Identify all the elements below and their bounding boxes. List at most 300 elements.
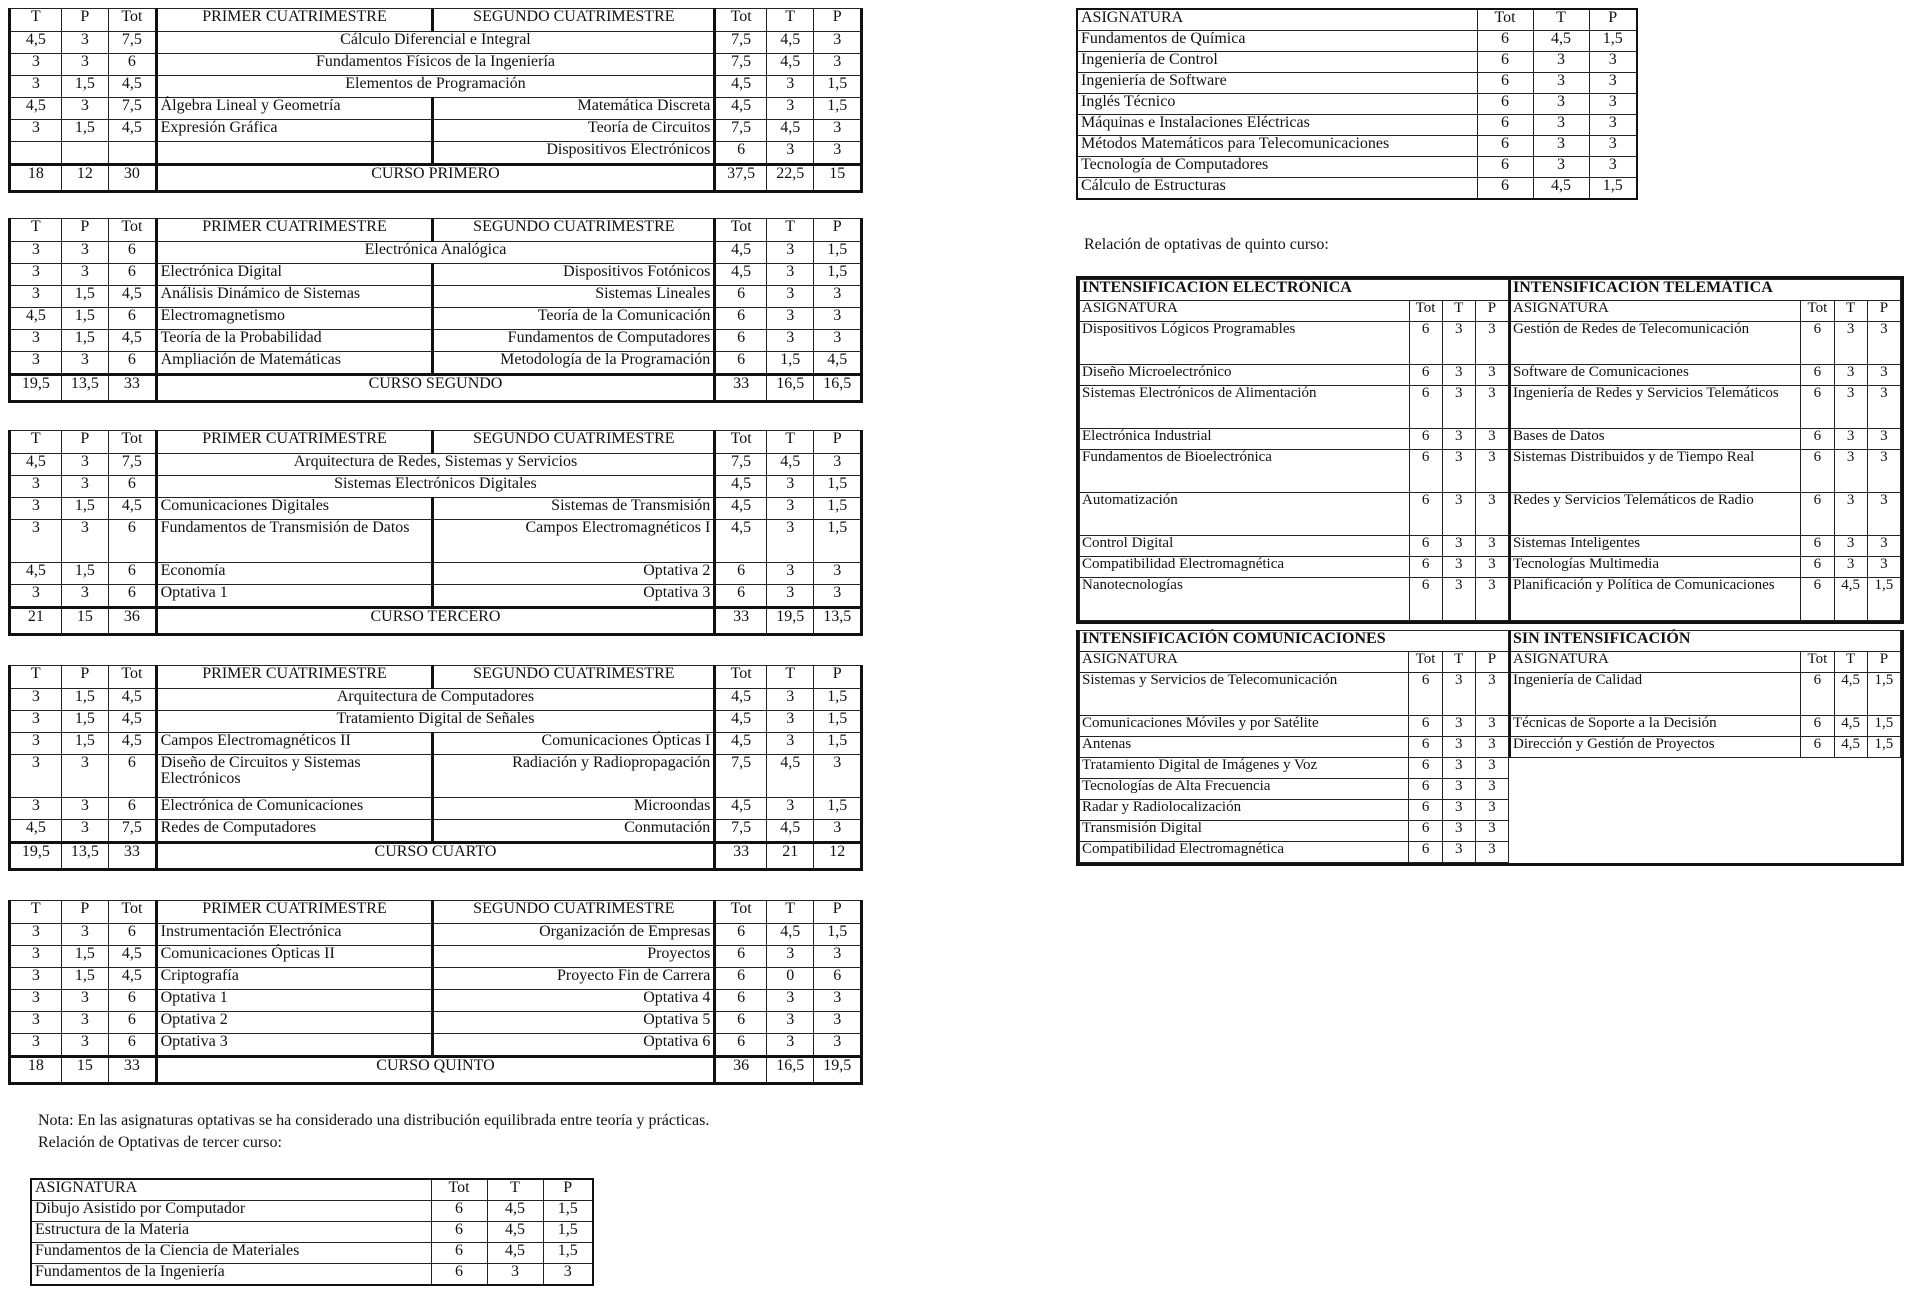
header-t: T bbox=[487, 1179, 543, 1201]
left-t: 3 bbox=[10, 689, 62, 711]
subject-tot: 6 bbox=[1477, 52, 1533, 73]
subject-t: 3 bbox=[1834, 386, 1867, 429]
total-right-tot: 33 bbox=[715, 375, 767, 402]
subject-second-term: Teoría de la Comunicación bbox=[433, 308, 715, 330]
header-t: T bbox=[1442, 652, 1475, 673]
right-p: 1,5 bbox=[814, 733, 862, 755]
subject-t: 3 bbox=[1533, 136, 1589, 157]
right-p: 1,5 bbox=[814, 798, 862, 820]
right-tot: 6 bbox=[715, 924, 767, 946]
subject-p: 3 bbox=[1475, 536, 1508, 557]
left-p: 1,5 bbox=[61, 498, 109, 520]
list-item bbox=[1080, 716, 1509, 737]
subject-t: 4,5 bbox=[487, 1222, 543, 1243]
header-p: P bbox=[1475, 301, 1508, 322]
subject-name: Fundamentos de Bioelectrónica bbox=[1080, 450, 1410, 493]
list-item bbox=[1080, 322, 1509, 365]
right-p: 3 bbox=[814, 946, 862, 968]
subject-p: 1,5 bbox=[543, 1222, 593, 1243]
course-row bbox=[10, 98, 862, 120]
header-tot: Tot bbox=[431, 1179, 487, 1201]
subject-p: 1,5 bbox=[1867, 716, 1900, 737]
header-tot: Tot bbox=[1801, 301, 1834, 322]
right-tot: 7,5 bbox=[715, 755, 767, 798]
subject-tot: 6 bbox=[1801, 557, 1834, 578]
course-row bbox=[10, 120, 862, 142]
subject-p: 3 bbox=[1475, 493, 1508, 536]
header-asignatura: ASIGNATURA bbox=[1510, 652, 1801, 673]
total-t: 18 bbox=[10, 1057, 62, 1084]
right-tot: 6 bbox=[715, 352, 767, 375]
right-t: 3 bbox=[766, 798, 814, 820]
right-p: 1,5 bbox=[814, 76, 862, 98]
subject-tot: 6 bbox=[1477, 31, 1533, 52]
subject-annual: Arquitectura de Redes, Sistemas y Servicios bbox=[156, 454, 715, 476]
left-t: 3 bbox=[10, 286, 62, 308]
subject-first-term: Teoría de la Probabilidad bbox=[156, 330, 433, 352]
right-tot: 4,5 bbox=[715, 689, 767, 711]
subject-t: 4,5 bbox=[1834, 578, 1867, 621]
subject-t: 3 bbox=[1533, 94, 1589, 115]
header-t: T bbox=[10, 9, 62, 32]
total-right-tot: 33 bbox=[715, 608, 767, 635]
header-p: P bbox=[61, 219, 109, 242]
right-t: 4,5 bbox=[766, 924, 814, 946]
course-row bbox=[10, 32, 862, 54]
right-p: 3 bbox=[814, 142, 862, 165]
subject-t: 3 bbox=[1533, 115, 1589, 136]
list-item bbox=[1077, 94, 1637, 115]
list-item bbox=[1510, 386, 1901, 429]
subject-first-term: Optativa 2 bbox=[156, 1012, 433, 1034]
list-item bbox=[1080, 737, 1509, 758]
left-tot: 6 bbox=[109, 585, 157, 608]
course-row bbox=[10, 585, 862, 608]
subject-tot: 6 bbox=[1409, 821, 1442, 842]
list-item bbox=[1080, 673, 1509, 716]
left-tot: 6 bbox=[109, 352, 157, 375]
course-row bbox=[10, 142, 862, 165]
subject-p: 3 bbox=[1867, 322, 1900, 365]
left-p: 1,5 bbox=[61, 76, 109, 98]
course-row bbox=[10, 1012, 862, 1034]
subject-second-term: Optativa 2 bbox=[433, 563, 715, 585]
subject-name: Dibujo Asistido por Computador bbox=[31, 1201, 431, 1222]
subject-t: 3 bbox=[1442, 800, 1475, 821]
left-t: 3 bbox=[10, 1034, 62, 1057]
intens-title: INTENSIFICACIÓN COMUNICACIONES bbox=[1080, 631, 1509, 652]
intens-electronica-table bbox=[1079, 279, 1509, 621]
subject-t: 3 bbox=[1442, 536, 1475, 557]
header-tot: Tot bbox=[715, 901, 767, 924]
subject-p: 3 bbox=[1475, 673, 1508, 716]
subject-first-term: Instrumentación Electrónica bbox=[156, 924, 433, 946]
right-t: 3 bbox=[766, 711, 814, 733]
right-p: 3 bbox=[814, 454, 862, 476]
list-item bbox=[1510, 493, 1901, 536]
header-t: T bbox=[1834, 301, 1867, 322]
subject-t: 4,5 bbox=[487, 1243, 543, 1264]
left-t: 3 bbox=[10, 520, 62, 563]
left-t: 3 bbox=[10, 242, 62, 264]
subject-second-term: Conmutación bbox=[433, 820, 715, 843]
subject-name: Automatización bbox=[1080, 493, 1410, 536]
subject-p: 1,5 bbox=[1867, 737, 1900, 758]
right-tot: 6 bbox=[715, 142, 767, 165]
left-p: 3 bbox=[61, 454, 109, 476]
left-tot: 6 bbox=[109, 755, 157, 798]
subject-name: Dirección y Gestión de Proyectos bbox=[1510, 737, 1801, 758]
subject-tot: 6 bbox=[1801, 737, 1834, 758]
subject-second-term: Proyectos bbox=[433, 946, 715, 968]
right-p: 1,5 bbox=[814, 711, 862, 733]
subject-annual: Sistemas Electrónicos Digitales bbox=[156, 476, 715, 498]
right-p: 1,5 bbox=[814, 498, 862, 520]
subject-second-term: Matemática Discreta bbox=[433, 98, 715, 120]
course-row bbox=[10, 242, 862, 264]
header-p: P bbox=[543, 1179, 593, 1201]
subject-tot: 6 bbox=[1409, 800, 1442, 821]
course-total-row bbox=[10, 165, 862, 192]
course-row bbox=[10, 54, 862, 76]
subject-p: 1,5 bbox=[1867, 578, 1900, 621]
left-t: 3 bbox=[10, 330, 62, 352]
left-tot: 6 bbox=[109, 520, 157, 563]
subject-name: Sistemas y Servicios de Telecomunicación bbox=[1080, 673, 1409, 716]
left-tot: 4,5 bbox=[109, 968, 157, 990]
subject-name: Tratamiento Digital de Imágenes y Voz bbox=[1080, 758, 1409, 779]
right-p: 1,5 bbox=[814, 924, 862, 946]
left-p: 1,5 bbox=[61, 711, 109, 733]
left-p: 1,5 bbox=[61, 308, 109, 330]
header-t: T bbox=[1533, 9, 1589, 31]
subject-t: 3 bbox=[1442, 737, 1475, 758]
subject-t: 3 bbox=[1442, 322, 1475, 365]
header-t: T bbox=[766, 219, 814, 242]
left-tot: 4,5 bbox=[109, 498, 157, 520]
subject-tot: 6 bbox=[1409, 842, 1442, 863]
subject-p: 1,5 bbox=[1589, 178, 1637, 200]
right-t: 4,5 bbox=[766, 120, 814, 142]
right-p: 3 bbox=[814, 54, 862, 76]
header-tot: Tot bbox=[715, 9, 767, 32]
header-t: T bbox=[766, 431, 814, 454]
subject-name: Nanotecnologías bbox=[1080, 578, 1410, 621]
header-t: T bbox=[10, 219, 62, 242]
left-t: 3 bbox=[10, 755, 62, 798]
list-item bbox=[1077, 52, 1637, 73]
left-tot: 6 bbox=[109, 990, 157, 1012]
right-p: 1,5 bbox=[814, 476, 862, 498]
subject-t: 3 bbox=[1442, 578, 1475, 621]
subject-name: Técnicas de Soporte a la Decisión bbox=[1510, 716, 1801, 737]
left-tot: 4,5 bbox=[109, 711, 157, 733]
course-row bbox=[10, 755, 862, 798]
subject-p: 3 bbox=[1475, 386, 1508, 429]
subject-p: 3 bbox=[1475, 758, 1508, 779]
left-t: 4,5 bbox=[10, 98, 62, 120]
subject-name: Tecnologías de Alta Frecuencia bbox=[1080, 779, 1409, 800]
subject-t: 3 bbox=[1533, 73, 1589, 94]
subject-annual: Fundamentos Físicos de la Ingeniería bbox=[156, 54, 715, 76]
subject-first-term: Ampliación de Matemáticas bbox=[156, 352, 433, 375]
subject-first-term: Campos Electromagnéticos II bbox=[156, 733, 433, 755]
subject-t: 4,5 bbox=[1834, 716, 1867, 737]
list-item bbox=[1077, 178, 1637, 200]
right-tot: 4,5 bbox=[715, 520, 767, 563]
subject-second-term: Radiación y Radiopropagación bbox=[433, 755, 715, 798]
subject-name: Software de Comunicaciones bbox=[1510, 365, 1801, 386]
right-tot: 4,5 bbox=[715, 264, 767, 286]
subject-t: 3 bbox=[1533, 52, 1589, 73]
subject-p: 1,5 bbox=[543, 1243, 593, 1264]
right-tot: 4,5 bbox=[715, 798, 767, 820]
header-asignatura: ASIGNATURA bbox=[31, 1179, 431, 1201]
intens-title: SIN INTENSIFICACIÓN bbox=[1510, 631, 1901, 652]
subject-p: 3 bbox=[1475, 821, 1508, 842]
total-t: 21 bbox=[10, 608, 62, 635]
course-label: CURSO QUINTO bbox=[156, 1057, 715, 1084]
left-tot: 4,5 bbox=[109, 120, 157, 142]
right-t: 3 bbox=[766, 98, 814, 120]
header-p: P bbox=[61, 9, 109, 32]
left-tot: 4,5 bbox=[109, 286, 157, 308]
right-tot: 7,5 bbox=[715, 32, 767, 54]
right-t: 3 bbox=[766, 689, 814, 711]
right-tot: 6 bbox=[715, 968, 767, 990]
course-label: CURSO PRIMERO bbox=[156, 165, 715, 192]
right-p: 3 bbox=[814, 585, 862, 608]
subject-name: Transmisión Digital bbox=[1080, 821, 1409, 842]
left-p: 3 bbox=[61, 1034, 109, 1057]
right-tot: 4,5 bbox=[715, 242, 767, 264]
note-line-1: Nota: En las asignaturas optativas se ha considerado una distribución equilibrada entre teoría y prácticas. bbox=[38, 1112, 710, 1129]
subject-tot: 6 bbox=[1409, 365, 1442, 386]
list-item bbox=[1077, 136, 1637, 157]
subject-t: 3 bbox=[1834, 322, 1867, 365]
subject-name: Sistemas Electrónicos de Alimentación bbox=[1080, 386, 1410, 429]
right-t: 3 bbox=[766, 733, 814, 755]
left-p: 3 bbox=[61, 924, 109, 946]
subject-t: 3 bbox=[1442, 493, 1475, 536]
subject-tot: 6 bbox=[1477, 178, 1533, 200]
left-p bbox=[61, 142, 109, 165]
left-t: 4,5 bbox=[10, 32, 62, 54]
left-tot: 6 bbox=[109, 1034, 157, 1057]
intens-telematica-table bbox=[1509, 279, 1901, 621]
subject-name: Bases de Datos bbox=[1510, 429, 1801, 450]
left-tot: 6 bbox=[109, 264, 157, 286]
total-tot: 33 bbox=[109, 375, 157, 402]
header-p: P bbox=[1867, 301, 1900, 322]
subject-tot: 6 bbox=[431, 1222, 487, 1243]
header-asignatura: ASIGNATURA bbox=[1510, 301, 1801, 322]
subject-first-term: Optativa 1 bbox=[156, 990, 433, 1012]
third-electives-table bbox=[30, 1178, 594, 1286]
header-tot: Tot bbox=[109, 431, 157, 454]
subject-second-term: Optativa 4 bbox=[433, 990, 715, 1012]
total-tot: 33 bbox=[109, 843, 157, 870]
left-tot: 6 bbox=[109, 54, 157, 76]
subject-p: 3 bbox=[1589, 136, 1637, 157]
total-right-t: 16,5 bbox=[766, 375, 814, 402]
course-3-table bbox=[8, 430, 863, 636]
header-tot: Tot bbox=[109, 666, 157, 689]
subject-t: 3 bbox=[1442, 429, 1475, 450]
header-p: P bbox=[814, 901, 862, 924]
right-t: 3 bbox=[766, 142, 814, 165]
subject-tot: 6 bbox=[1477, 73, 1533, 94]
total-right-t: 21 bbox=[766, 843, 814, 870]
right-p: 3 bbox=[814, 120, 862, 142]
subject-tot: 6 bbox=[1409, 450, 1442, 493]
header-tot: Tot bbox=[109, 901, 157, 924]
subject-name: Comunicaciones Móviles y por Satélite bbox=[1080, 716, 1409, 737]
subject-t: 3 bbox=[1533, 157, 1589, 178]
total-right-p: 16,5 bbox=[814, 375, 862, 402]
course-1-table bbox=[8, 8, 863, 193]
subject-p: 3 bbox=[1475, 322, 1508, 365]
subject-tot: 6 bbox=[1477, 94, 1533, 115]
subject-t: 3 bbox=[1834, 557, 1867, 578]
subject-second-term: Fundamentos de Computadores bbox=[433, 330, 715, 352]
header-t: T bbox=[1834, 652, 1867, 673]
subject-t: 3 bbox=[1834, 429, 1867, 450]
subject-tot: 6 bbox=[1477, 115, 1533, 136]
list-item bbox=[1080, 429, 1509, 450]
course-row bbox=[10, 1034, 862, 1057]
right-t: 3 bbox=[766, 563, 814, 585]
course-row bbox=[10, 563, 862, 585]
left-t: 3 bbox=[10, 968, 62, 990]
left-t: 3 bbox=[10, 120, 62, 142]
total-p: 13,5 bbox=[61, 843, 109, 870]
subject-t: 3 bbox=[1442, 842, 1475, 863]
subject-second-term: Proyecto Fin de Carrera bbox=[433, 968, 715, 990]
subject-first-term: Comunicaciones Digitales bbox=[156, 498, 433, 520]
subject-t: 3 bbox=[1442, 365, 1475, 386]
subject-tot: 6 bbox=[1409, 578, 1442, 621]
subject-name: Máquinas e Instalaciones Eléctricas bbox=[1077, 115, 1477, 136]
list-item bbox=[1510, 429, 1901, 450]
course-row bbox=[10, 308, 862, 330]
course-row bbox=[10, 498, 862, 520]
left-p: 3 bbox=[61, 585, 109, 608]
subject-p: 3 bbox=[1589, 115, 1637, 136]
list-item bbox=[1080, 821, 1509, 842]
subject-second-term: Sistemas Lineales bbox=[433, 286, 715, 308]
subject-name: Ingeniería de Redes y Servicios Telemáticos bbox=[1510, 386, 1801, 429]
left-tot: 7,5 bbox=[109, 32, 157, 54]
left-p: 3 bbox=[61, 98, 109, 120]
left-t: 3 bbox=[10, 76, 62, 98]
subject-name: Compatibilidad Electromagnética bbox=[1080, 842, 1409, 863]
course-label: CURSO CUARTO bbox=[156, 843, 715, 870]
course-row bbox=[10, 330, 862, 352]
total-right-tot: 33 bbox=[715, 843, 767, 870]
subject-p: 3 bbox=[1589, 157, 1637, 178]
header-first-term: PRIMER CUATRIMESTRE bbox=[156, 431, 433, 454]
subject-t: 3 bbox=[1442, 557, 1475, 578]
subject-tot: 6 bbox=[1409, 536, 1442, 557]
subject-name: Tecnología de Computadores bbox=[1077, 157, 1477, 178]
subject-t: 3 bbox=[1834, 365, 1867, 386]
right-t: 3 bbox=[766, 330, 814, 352]
left-t: 3 bbox=[10, 264, 62, 286]
course-row bbox=[10, 264, 862, 286]
header-p: P bbox=[61, 431, 109, 454]
header-p: P bbox=[814, 9, 862, 32]
subject-t: 3 bbox=[1442, 450, 1475, 493]
course-row bbox=[10, 689, 862, 711]
subject-tot: 6 bbox=[431, 1243, 487, 1264]
subject-tot: 6 bbox=[1409, 673, 1442, 716]
subject-p: 3 bbox=[1475, 737, 1508, 758]
left-tot: 4,5 bbox=[109, 733, 157, 755]
right-p: 3 bbox=[814, 1012, 862, 1034]
header-tot: Tot bbox=[1801, 652, 1834, 673]
header-p: P bbox=[1475, 652, 1508, 673]
subject-tot: 6 bbox=[1409, 557, 1442, 578]
left-t: 4,5 bbox=[10, 454, 62, 476]
right-t: 4,5 bbox=[766, 32, 814, 54]
header-second-term: SEGUNDO CUATRIMESTRE bbox=[433, 219, 715, 242]
right-t: 3 bbox=[766, 308, 814, 330]
right-tot: 6 bbox=[715, 563, 767, 585]
subject-tot: 6 bbox=[1801, 536, 1834, 557]
list-item bbox=[1080, 450, 1509, 493]
header-tot: Tot bbox=[109, 9, 157, 32]
total-right-t: 16,5 bbox=[766, 1057, 814, 1084]
subject-tot: 6 bbox=[1801, 673, 1834, 716]
total-tot: 30 bbox=[109, 165, 157, 192]
course-4-table bbox=[8, 665, 863, 871]
left-t: 4,5 bbox=[10, 308, 62, 330]
header-second-term: SEGUNDO CUATRIMESTRE bbox=[433, 431, 715, 454]
left-t: 3 bbox=[10, 711, 62, 733]
right-t: 4,5 bbox=[766, 820, 814, 843]
subject-name: Fundamentos de Química bbox=[1077, 31, 1477, 52]
list-item bbox=[1080, 557, 1509, 578]
header-first-term: PRIMER CUATRIMESTRE bbox=[156, 901, 433, 924]
subject-p: 3 bbox=[1867, 557, 1900, 578]
right-p: 1,5 bbox=[814, 242, 862, 264]
left-t: 4,5 bbox=[10, 563, 62, 585]
right-p: 3 bbox=[814, 330, 862, 352]
left-tot: 6 bbox=[109, 924, 157, 946]
right-t: 4,5 bbox=[766, 755, 814, 798]
course-total-row bbox=[10, 608, 862, 635]
list-item bbox=[1510, 450, 1901, 493]
header-asignatura: ASIGNATURA bbox=[1077, 9, 1477, 31]
list-item bbox=[1510, 578, 1901, 621]
course-row bbox=[10, 76, 862, 98]
subject-name: Diseño Microelectrónico bbox=[1080, 365, 1410, 386]
course-row bbox=[10, 946, 862, 968]
right-t: 1,5 bbox=[766, 352, 814, 375]
header-first-term: PRIMER CUATRIMESTRE bbox=[156, 9, 433, 32]
list-item bbox=[1510, 365, 1901, 386]
left-p: 1,5 bbox=[61, 689, 109, 711]
subject-annual: Tratamiento Digital de Señales bbox=[156, 711, 715, 733]
subject-name: Electrónica Industrial bbox=[1080, 429, 1410, 450]
course-label: CURSO TERCERO bbox=[156, 608, 715, 635]
left-t: 3 bbox=[10, 1012, 62, 1034]
subject-tot: 6 bbox=[1409, 737, 1442, 758]
header-tot: Tot bbox=[715, 666, 767, 689]
total-p: 15 bbox=[61, 1057, 109, 1084]
course-row bbox=[10, 968, 862, 990]
